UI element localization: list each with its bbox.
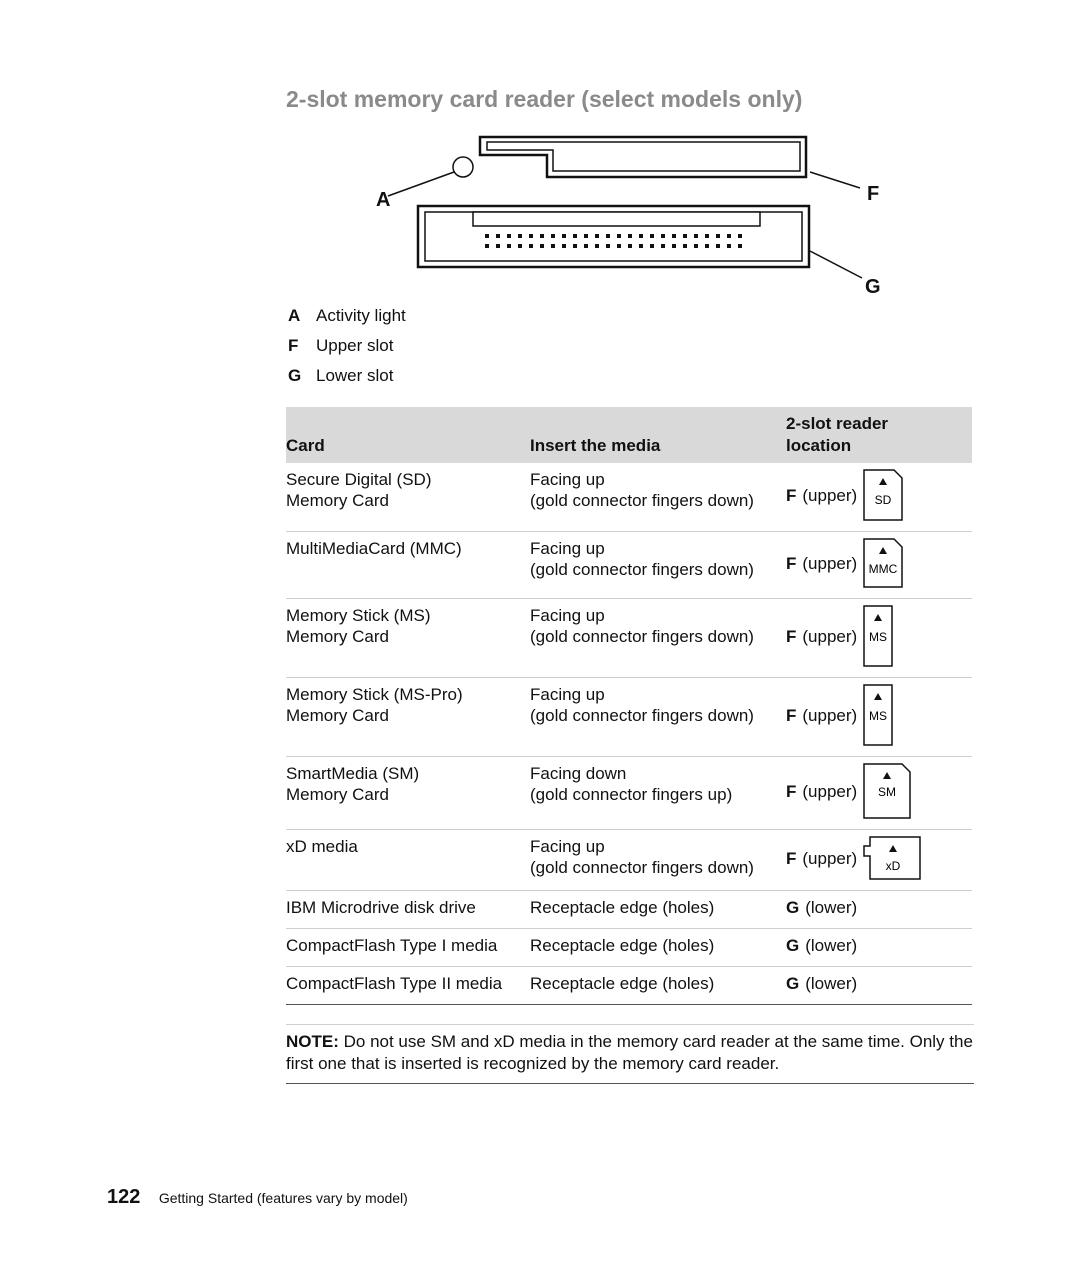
legend-item — [288, 364, 406, 394]
insert-cell — [530, 891, 786, 929]
slot-location — [786, 836, 972, 880]
insert-cell — [530, 929, 786, 967]
card-name: CompactFlash Type II media — [286, 974, 503, 993]
insert-cell — [530, 599, 786, 678]
slot-pin — [584, 244, 588, 248]
card-icon-label: MS — [869, 630, 888, 644]
card-icon-label: MS — [869, 709, 888, 723]
card-type: Memory Card — [286, 627, 389, 646]
card-type: Memory Card — [286, 491, 389, 510]
insert-orientation: Facing up — [530, 606, 605, 625]
insert-orientation: Facing up — [530, 539, 605, 558]
slot-label: (upper) — [802, 485, 858, 505]
slot-label: (upper) — [802, 848, 858, 868]
card-reader-drawing — [360, 135, 900, 305]
insert-detail: (gold connector fingers down) — [530, 627, 754, 646]
table-row — [286, 891, 972, 929]
card-cell — [286, 929, 530, 967]
slot-pin — [573, 244, 577, 248]
slot-pin — [507, 244, 511, 248]
table-row — [286, 463, 972, 532]
slot-location — [786, 763, 972, 819]
insert-orientation: Receptacle edge (holes) — [530, 974, 715, 993]
slot-location — [786, 973, 972, 994]
slot-pin — [738, 244, 742, 248]
slot-label: (lower) — [805, 898, 858, 917]
note-label: NOTE: — [286, 1032, 339, 1051]
location-cell — [786, 463, 972, 532]
card-icon-label: xD — [885, 859, 901, 873]
insert-orientation: Receptacle edge (holes) — [530, 936, 715, 955]
table-row — [286, 757, 972, 830]
header-insert: Insert the media — [530, 407, 786, 463]
location-cell — [786, 830, 972, 891]
card-cell — [286, 678, 530, 757]
slot-pin — [518, 244, 522, 248]
slot-label: (lower) — [805, 974, 858, 993]
slot-pin — [496, 244, 500, 248]
legend-key: A — [288, 306, 301, 325]
insert-detail: (gold connector fingers down) — [530, 560, 754, 579]
slot-label: (upper) — [802, 626, 858, 646]
card-reader-diagram — [360, 135, 900, 305]
slot-pin — [639, 244, 643, 248]
header-location-line2: location — [786, 436, 852, 455]
card-type: Memory Card — [286, 785, 389, 804]
slot-pin — [617, 234, 621, 238]
insert-detail: (gold connector fingers down) — [530, 858, 754, 877]
insert-cell — [530, 757, 786, 830]
xd-card-icon — [863, 836, 921, 880]
card-name: Memory Stick (MS) — [286, 606, 431, 625]
card-cell — [286, 967, 530, 1005]
table-row — [286, 967, 972, 1005]
slot-pin — [683, 244, 687, 248]
header-card: Card — [286, 407, 530, 463]
legend-item — [288, 334, 406, 364]
slot-pin — [562, 234, 566, 238]
table-header-row — [286, 407, 972, 463]
slot-label: (upper) — [802, 705, 858, 725]
insert-orientation: Receptacle edge (holes) — [530, 898, 715, 917]
legend-label: Activity light — [316, 306, 406, 325]
card-name: IBM Microdrive disk drive — [286, 898, 476, 917]
slot-pin — [496, 234, 500, 238]
location-cell — [786, 599, 972, 678]
legend-key: F — [288, 336, 299, 355]
slot-pin — [716, 244, 720, 248]
slot-label: (lower) — [805, 936, 858, 955]
insert-cell — [530, 830, 786, 891]
table-row — [286, 532, 972, 599]
slot-pin — [694, 244, 698, 248]
card-name: CompactFlash Type I media — [286, 936, 498, 955]
card-icon-label: SD — [874, 493, 892, 507]
slot-pin — [485, 234, 489, 238]
slot-pin — [551, 244, 555, 248]
insert-detail: (gold connector fingers down) — [530, 706, 754, 725]
slot-key: F — [786, 848, 797, 868]
card-cell — [286, 830, 530, 891]
slot-pin — [540, 234, 544, 238]
page-footer — [107, 1186, 408, 1209]
location-cell — [786, 967, 972, 1005]
slot-location — [786, 935, 972, 956]
slot-pin — [716, 234, 720, 238]
slot-key: F — [786, 485, 797, 505]
slot-pin — [628, 234, 632, 238]
callout-g: G — [865, 276, 881, 298]
slot-pin — [540, 244, 544, 248]
insert-cell — [530, 967, 786, 1005]
insert-cell — [530, 678, 786, 757]
slot-label: (upper) — [802, 553, 858, 573]
ms-card-icon — [863, 605, 893, 667]
table-row — [286, 678, 972, 757]
table-row — [286, 929, 972, 967]
slot-pin — [551, 234, 555, 238]
slot-pin — [727, 244, 731, 248]
slot-pin — [705, 234, 709, 238]
footer-text: Getting Started (features vary by model) — [158, 1190, 408, 1206]
card-name: Memory Stick (MS-Pro) — [286, 685, 463, 704]
card-name: MultiMediaCard (MMC) — [286, 539, 462, 558]
slot-pin — [529, 234, 533, 238]
note-text: Do not use SM and xD media in the memory card reader at the same time. Only the first one that is inserted is recognized by the memory card reader. — [286, 1032, 973, 1073]
slot-key: G — [786, 974, 800, 993]
slot-pin — [694, 234, 698, 238]
slot-pin — [683, 234, 687, 238]
insert-orientation: Facing up — [530, 837, 605, 856]
card-name: xD media — [286, 837, 358, 856]
slot-location — [786, 684, 972, 746]
slot-label: (upper) — [802, 781, 858, 801]
slot-key: F — [786, 705, 797, 725]
insert-cell — [530, 532, 786, 599]
location-cell — [786, 891, 972, 929]
slot-pin — [661, 244, 665, 248]
legend-key: G — [288, 366, 302, 385]
slot-key: G — [786, 898, 800, 917]
slot-pin — [606, 244, 610, 248]
insert-orientation: Facing down — [530, 764, 627, 783]
slot-pin — [518, 234, 522, 238]
slot-pin — [705, 244, 709, 248]
insert-orientation: Facing up — [530, 685, 605, 704]
slot-key: F — [786, 781, 797, 801]
slot-pin — [485, 244, 489, 248]
callout-a: A — [376, 189, 391, 211]
card-cell — [286, 599, 530, 678]
location-cell — [786, 929, 972, 967]
card-icon-label: MMC — [868, 562, 898, 576]
page-title: 2-slot memory card reader (select models only) — [286, 86, 803, 112]
slot-pin — [738, 234, 742, 238]
legend-item — [288, 304, 406, 334]
insert-cell — [530, 463, 786, 532]
page-number: 122 — [107, 1186, 141, 1208]
slot-location — [786, 538, 972, 588]
diagram-legend — [288, 304, 406, 394]
slot-pin — [672, 244, 676, 248]
card-icon-label: SM — [878, 785, 897, 799]
slot-pin — [606, 234, 610, 238]
callout-f: F — [867, 183, 880, 205]
slot-key: F — [786, 553, 797, 573]
insert-orientation: Facing up — [530, 470, 605, 489]
activity-light — [453, 157, 473, 177]
card-cell — [286, 463, 530, 532]
slot-location — [786, 469, 972, 521]
slot-key: G — [786, 936, 800, 955]
location-cell — [786, 678, 972, 757]
slot-pin — [727, 234, 731, 238]
card-cell — [286, 757, 530, 830]
slot-location — [786, 605, 972, 667]
slot-location — [786, 897, 972, 918]
slot-pin — [639, 234, 643, 238]
slot-pin — [562, 244, 566, 248]
table-row — [286, 599, 972, 678]
mmc-card-icon — [863, 538, 903, 588]
card-type: Memory Card — [286, 706, 389, 725]
slot-pin — [650, 234, 654, 238]
location-cell — [786, 757, 972, 830]
header-location-line1: 2-slot reader — [786, 414, 889, 433]
slot-pin — [507, 234, 511, 238]
slot-pin — [628, 244, 632, 248]
slot-pin — [595, 234, 599, 238]
slot-pin — [672, 234, 676, 238]
slot-pin — [595, 244, 599, 248]
legend-label: Lower slot — [316, 366, 394, 385]
header-location — [786, 407, 972, 463]
note-box — [286, 1024, 974, 1084]
location-cell — [786, 532, 972, 599]
slot-pin — [584, 234, 588, 238]
card-name: SmartMedia (SM) — [286, 764, 420, 783]
media-table — [286, 407, 972, 1005]
slot-key: F — [786, 626, 797, 646]
insert-detail: (gold connector fingers up) — [530, 785, 733, 804]
sd-card-icon — [863, 469, 903, 521]
table-row — [286, 830, 972, 891]
insert-detail: (gold connector fingers down) — [530, 491, 754, 510]
slot-pin — [529, 244, 533, 248]
card-cell — [286, 891, 530, 929]
sm-card-icon — [863, 763, 911, 819]
slot-pin — [573, 234, 577, 238]
ms-pro-card-icon — [863, 684, 893, 746]
legend-label: Upper slot — [316, 336, 394, 355]
card-name: Secure Digital (SD) — [286, 470, 432, 489]
slot-pin — [650, 244, 654, 248]
slot-pin — [617, 244, 621, 248]
card-cell — [286, 532, 530, 599]
slot-pin — [661, 234, 665, 238]
